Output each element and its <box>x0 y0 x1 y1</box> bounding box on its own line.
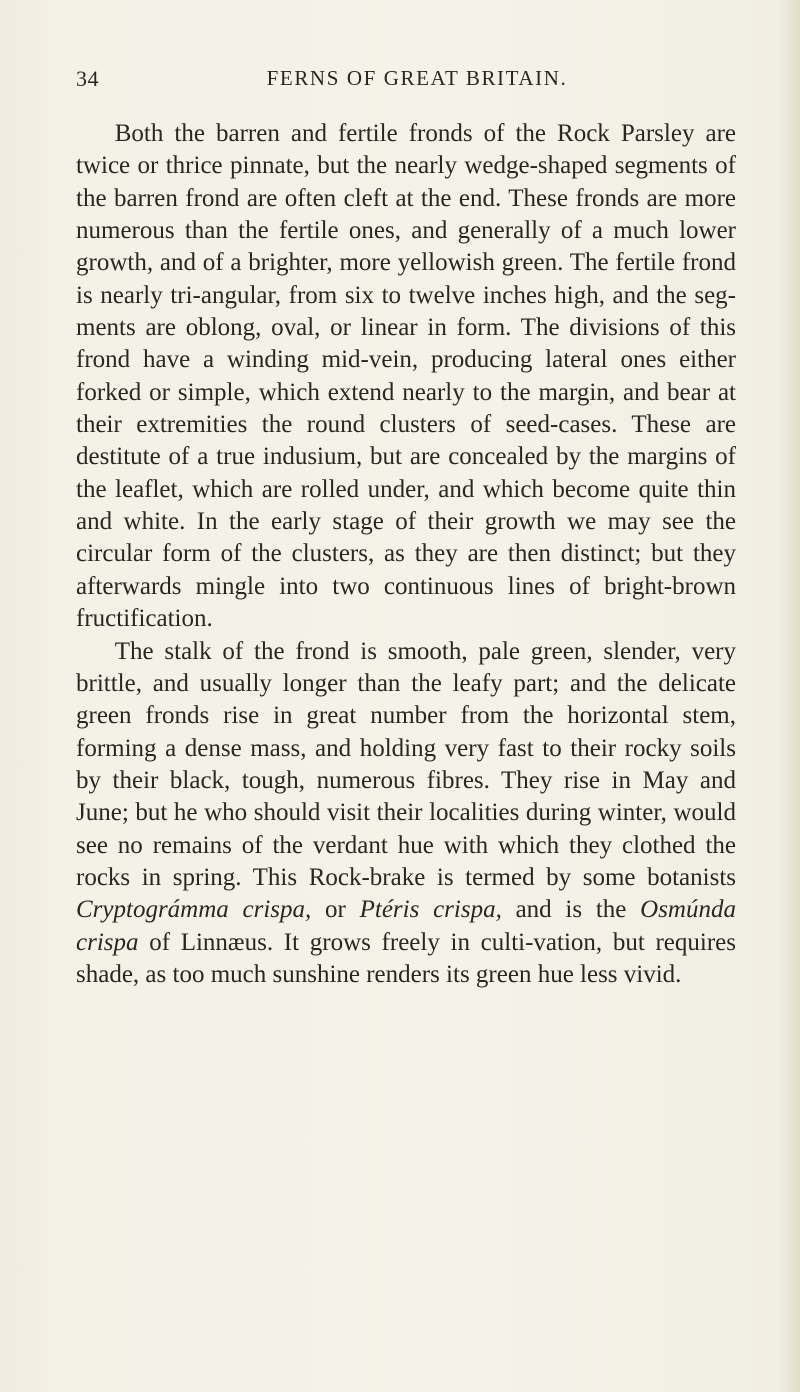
paragraph-stalk-intro: The stalk of the frond is smooth, pale green, slender, very brittle, and usually longer than the leafy part; and the delicate green fronds rise in great number from the horizontal stem, forming a dense mass, and holding very fast to their rocky soils by their black, tough, numerous fibres. They rise in May and June; but he who should visit their localities during winter, would see no remains of the verdant hue with which they clothed the rocks in spring. This Rock-brake is termed by some botanists <box>76 637 736 891</box>
page-number: 34 <box>76 66 99 91</box>
paragraph-stalk <box>76 636 736 992</box>
paragraph-fronds: Both the barren and fertile fronds of the Rock Parsley are twice or thrice pinnate, but the nearly wedge-shaped segments of the barren frond are often cleft at the end. These fronds are more numerous than the fertile ones, and generally of a much lower growth, and of a brighter, more yellowish green. The fertile frond is nearly tri-angular, from six to twelve inches high, and the seg-ments are oblong, oval, or linear in form. The divisions of this frond have a winding mid-vein, producing lateral ones either forked or simple, which extend nearly to the margin, and bear at their extremities the round clusters of seed-cases. These are destitute of a true indusium, but are concealed by the margins of the leaflet, which are rolled under, and which become quite thin and white. In the early stage of their growth we may see the circular form of the clusters, as they are then distinct; but they afterwards mingle into two continuous lines of bright-brown fructification. <box>76 120 736 633</box>
paragraph-stalk-outro: of Linnæus. It grows freely in culti-vation, but requires shade, as too much sunshine renders its green hue less vivid. <box>76 928 737 988</box>
running-head <box>76 66 736 100</box>
species-name-cryptogramma: Cryptográmma crispa, <box>76 896 312 924</box>
species-name-osmunda: Osmúnda crispa <box>76 896 736 956</box>
running-title: FERNS OF GREAT BRITAIN. <box>266 66 568 90</box>
connector-or: or <box>325 896 346 924</box>
page-edge-shadow <box>778 0 800 1392</box>
species-name-pteris: Ptéris crispa, <box>359 896 502 924</box>
connector-and: and is the <box>515 896 627 924</box>
body-text <box>76 118 736 991</box>
